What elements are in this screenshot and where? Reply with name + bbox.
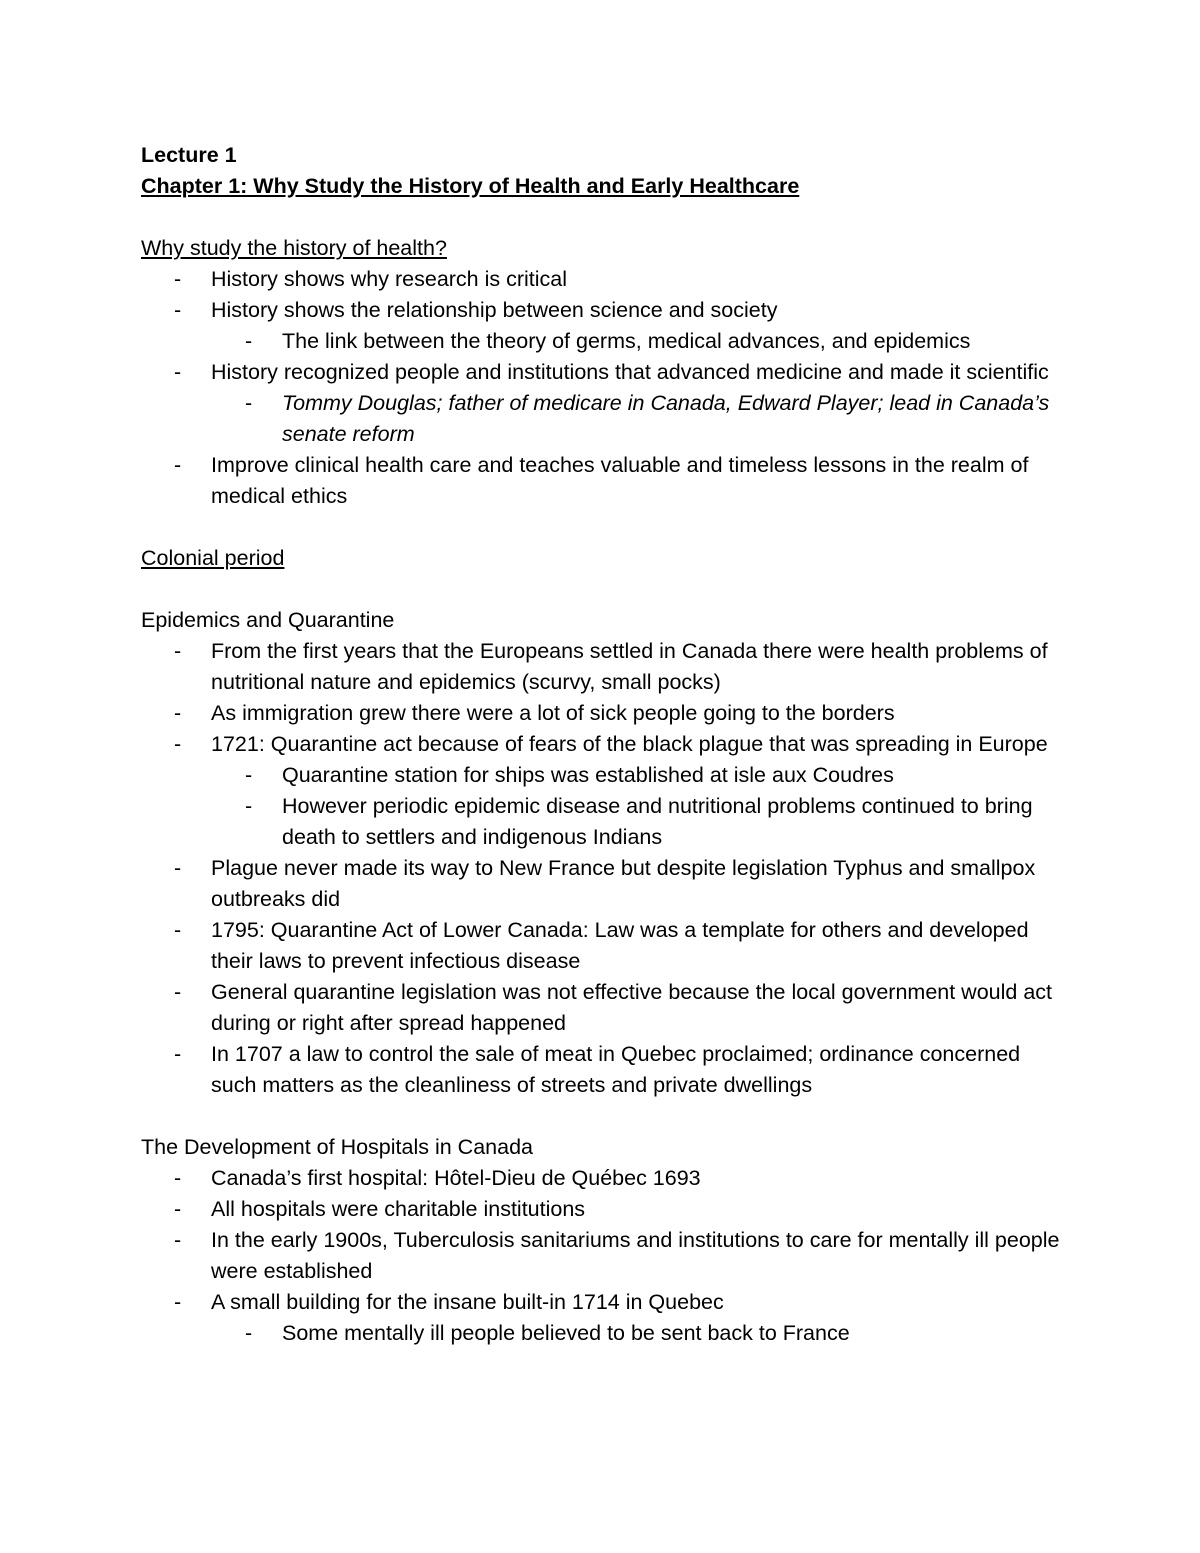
list-item bbox=[141, 450, 1061, 512]
list-item bbox=[141, 977, 1061, 1039]
list-item-text: History recognized people and institutions that advanced medicine and made it scientific bbox=[211, 360, 1049, 384]
sub-bullet-list bbox=[211, 760, 1061, 853]
list-item-text: History shows the relationship between science and society bbox=[211, 298, 778, 322]
list-item bbox=[141, 1039, 1061, 1101]
list-item-text: 1721: Quarantine act because of fears of the black plague that was spreading in Europe bbox=[211, 732, 1048, 756]
list-item-text: Plague never made its way to New France but despite legislation Typhus and smallpox outbreaks did bbox=[211, 856, 1036, 911]
list-item-text: As immigration grew there were a lot of sick people going to the borders bbox=[211, 701, 895, 725]
section-heading-epidemics: Epidemics and Quarantine bbox=[141, 608, 395, 632]
dash-bullet: - bbox=[174, 856, 182, 880]
list-item-text: From the first years that the Europeans settled in Canada there were health problems of nutritional nature and epidemics (scurvy, small pocks) bbox=[211, 639, 1048, 694]
list-item bbox=[141, 357, 1061, 450]
list-item bbox=[141, 915, 1061, 977]
sub-list-item bbox=[141, 326, 1061, 357]
section-heading-colonial-period: Colonial period bbox=[141, 546, 285, 570]
blank-line bbox=[141, 1101, 1061, 1132]
dash-bullet: - bbox=[174, 701, 182, 725]
sub-bullet-list bbox=[211, 1318, 1061, 1349]
sub-bullet-list bbox=[211, 388, 1061, 450]
dash-bullet: - bbox=[245, 763, 253, 787]
list-item-text: However periodic epidemic disease and nutritional problems continued to bring death to settlers and indigenous Indians bbox=[282, 794, 1033, 849]
dash-bullet: - bbox=[174, 360, 182, 384]
sub-list-item bbox=[141, 388, 1061, 450]
chapter-title: Chapter 1: Why Study the History of Health and Early Healthcare bbox=[141, 174, 800, 198]
list-item-text: The link between the theory of germs, medical advances, and epidemics bbox=[282, 329, 971, 353]
list-item bbox=[141, 295, 1061, 357]
list-item-text: General quarantine legislation was not effective because the local government would act during or right after spread happened bbox=[211, 980, 1053, 1035]
section-heading-hospitals: The Development of Hospitals in Canada bbox=[141, 1135, 533, 1159]
list-item bbox=[141, 1287, 1061, 1349]
list-item bbox=[141, 1225, 1061, 1287]
dash-bullet: - bbox=[174, 1228, 182, 1252]
dash-bullet: - bbox=[174, 732, 182, 756]
dash-bullet: - bbox=[245, 329, 253, 353]
dash-bullet: - bbox=[174, 267, 182, 291]
dash-bullet: - bbox=[245, 794, 253, 818]
bullet-list bbox=[141, 636, 1061, 1101]
list-item-text: Quarantine station for ships was established at isle aux Coudres bbox=[282, 763, 894, 787]
list-item-text: Improve clinical health care and teaches valuable and timeless lessons in the realm of medical ethics bbox=[211, 453, 1029, 508]
list-item-text: History shows why research is critical bbox=[211, 267, 568, 291]
list-item bbox=[141, 1163, 1061, 1194]
list-item bbox=[141, 1194, 1061, 1225]
sub-list-item bbox=[141, 791, 1061, 853]
dash-bullet: - bbox=[174, 453, 182, 477]
list-item bbox=[141, 729, 1061, 853]
list-item-text: All hospitals were charitable institutions bbox=[211, 1197, 586, 1221]
list-item-text: In 1707 a law to control the sale of meat in Quebec proclaimed; ordinance concerned such matters as the cleanliness of streets and private dwellings bbox=[211, 1042, 1021, 1097]
list-item-text: Canada’s first hospital: Hôtel-Dieu de Québec 1693 bbox=[211, 1166, 701, 1190]
dash-bullet: - bbox=[174, 1166, 182, 1190]
blank-line bbox=[141, 202, 1061, 233]
section-heading-why-study: Why study the history of health? bbox=[141, 236, 447, 260]
dash-bullet: - bbox=[174, 1197, 182, 1221]
dash-bullet: - bbox=[245, 391, 253, 415]
bullet-list bbox=[141, 264, 1061, 512]
list-item bbox=[141, 698, 1061, 729]
lecture-title: Lecture 1 bbox=[141, 143, 237, 167]
dash-bullet: - bbox=[174, 1042, 182, 1066]
list-item-text: Tommy Douglas; father of medicare in Canada, Edward Player; lead in Canada’s senate reform bbox=[282, 391, 1050, 446]
dash-bullet: - bbox=[174, 639, 182, 663]
list-item-text: A small building for the insane built-in 1714 in Quebec bbox=[211, 1290, 724, 1314]
blank-line bbox=[141, 512, 1061, 543]
dash-bullet: - bbox=[174, 918, 182, 942]
sub-bullet-list bbox=[211, 326, 1061, 357]
list-item bbox=[141, 636, 1061, 698]
list-item bbox=[141, 853, 1061, 915]
list-item bbox=[141, 264, 1061, 295]
sub-list-item bbox=[141, 1318, 1061, 1349]
document-page bbox=[141, 140, 1061, 1349]
blank-line bbox=[141, 574, 1061, 605]
dash-bullet: - bbox=[174, 1290, 182, 1314]
bullet-list bbox=[141, 1163, 1061, 1349]
dash-bullet: - bbox=[174, 298, 182, 322]
list-item-text: In the early 1900s, Tuberculosis sanitariums and institutions to care for mentally ill people were established bbox=[211, 1228, 1060, 1283]
sub-list-item bbox=[141, 760, 1061, 791]
list-item-text: Some mentally ill people believed to be sent back to France bbox=[282, 1321, 850, 1345]
dash-bullet: - bbox=[245, 1321, 253, 1345]
dash-bullet: - bbox=[174, 980, 182, 1004]
list-item-text: 1795: Quarantine Act of Lower Canada: Law was a template for others and developed their laws to prevent infectious disease bbox=[211, 918, 1029, 973]
